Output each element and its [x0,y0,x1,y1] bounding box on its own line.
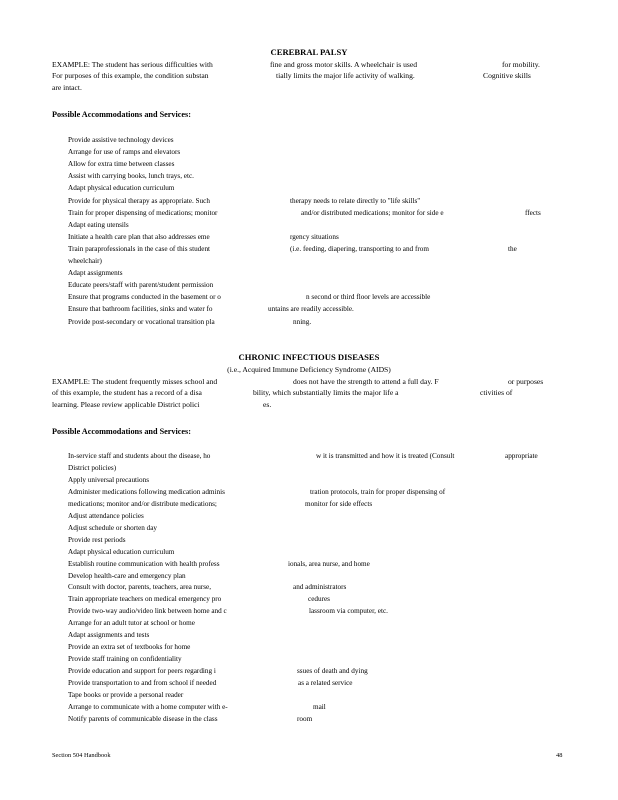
list-item-text: nning. [293,317,312,326]
list-item-text: w it is transmitted and how it is treated (Consult [316,452,455,460]
list-item-text: appropriate [505,452,538,460]
example-line-1-part-3: for mobility. [502,60,540,69]
list-item-text: Apply universal precautions [68,475,150,484]
list-item-text: Provide post-secondary or vocational transition pla [68,317,215,326]
section-title-chronic-infectious-diseases: CHRONIC INFECTIOUS DISEASES [238,352,380,362]
list-item-text: (i.e. feeding, diapering, transporting to and from [290,244,429,253]
list-item-text: tration protocols, train for proper dispensing of [310,487,446,496]
list-item-text: monitor for side effects [305,499,373,508]
list-item-text: Adapt assignments and tests [68,631,150,640]
list-item-text: and/or distributed medications; monitor for side e [301,208,444,217]
list-item-text: Administer medications following medication adminis [68,487,225,496]
list-item-text: wheelchair) [68,257,102,265]
example-line-3-part-2: es. [263,400,272,409]
list-item-text: Train appropriate teachers on medical emergency pro [68,595,222,604]
list-item-text: Adapt physical education curriculum [68,547,175,556]
list-item-text: Arrange to communicate with a home computer with e- [68,702,228,711]
example-line-2-part-2: tially limits the major life activity of walking. [276,71,415,80]
list-item-text: ssues of death and dying [297,667,368,676]
list-item-text: rgency situations [290,232,339,241]
example-line-1-part-1: EXAMPLE: The student has serious difficulties with [52,60,213,69]
example-line-2-part-2: bility, which substantially limits the major life a [253,388,399,397]
list-item-text: Ensure that programs conducted in the basement or o [68,293,221,302]
list-item-text: Arrange for an adult tutor at school or home [68,619,195,628]
list-item-text: Arrange for use of ramps and elevators [68,148,181,157]
accommodations-heading-cp: Possible Accommodations and Services: [52,110,191,119]
list-item-text: Provide rest periods [68,535,126,544]
list-item-text: Adjust schedule or shorten day [68,523,158,532]
list-item-text: Assist with carrying books, lunch trays, etc. [68,172,194,181]
list-item-text: Train paraprofessionals in the case of this student [68,244,211,253]
list-item-text: room [297,714,313,723]
list-item-text: Allow for extra time between classes [68,160,175,169]
list-item-text: Ensure that bathroom facilities, sinks and water fo [68,305,213,314]
list-item-text: ionals, area nurse, and home [288,559,370,568]
list-item-text: Adjust attendance policies [68,511,144,520]
page-number: 48 [556,752,563,759]
list-item-text: Adapt eating utensils [68,220,129,229]
example-line-3: are intact. [52,83,82,92]
example-line-2-part-3: Cognitive skills [483,71,531,80]
list-item-text: District policies) [68,463,117,472]
accommodations-heading-cid: Possible Accommodations and Services: [52,427,191,436]
list-item-text: Train for proper dispensing of medications; monitor [68,208,218,217]
list-item-text: Provide education and support for peers regarding i [68,667,216,676]
list-item-text: Provide for physical therapy as appropriate. Such [68,196,210,205]
list-item-text: Provide two-way audio/video link between home and c [68,607,227,616]
footer-handbook-title: Section 504 Handbook [52,752,111,759]
list-item-text: ffects [525,208,541,217]
list-item-text: Provide transportation to and from school if needed [68,679,217,688]
list-item-text: Establish routine communication with health profess [68,559,220,568]
list-item-text: as a related service [298,679,353,688]
list-item-text: Tape books or provide a personal reader [68,691,184,699]
list-item-text: Develop health-care and emergency plan [68,571,186,580]
list-item-text: Provide an extra set of textbooks for home [68,643,191,652]
list-item-text: and administrators [293,583,347,592]
section-subtitle: (i.e., Acquired Immune Deficiency Syndrome (AIDS) [227,365,391,374]
list-item-text: n second or third floor levels are accessible [306,293,431,302]
list-item-text: mail [313,702,326,711]
list-item-text: lassroom via computer, etc. [309,607,388,616]
list-item-text: Adapt physical education curriculum [68,184,175,193]
example-line-1-part-2: fine and gross motor skills. A wheelchair is used [270,60,418,69]
list-item-text: Initiate a health care plan that also addresses eme [68,232,210,241]
example-line-2-part-1: of this example, the student has a record of a disa [52,388,202,397]
example-line-2-part-1: For purposes of this example, the condition substan [52,71,209,80]
example-line-1-part-2: does not have the strength to attend a full day. F [293,377,439,386]
list-item-text: therapy needs to relate directly to "life skills" [290,196,421,205]
example-line-1-part-1: EXAMPLE: The student frequently misses school and [52,377,218,386]
list-item-text: Consult with doctor, parents, teachers, area nurse, [68,583,212,592]
example-line-2-part-3: ctivities of [480,388,513,397]
section-title-cerebral-palsy: CEREBRAL PALSY [270,47,348,57]
example-line-3-part-1: learning. Please review applicable District polici [52,400,200,409]
list-item-text: Provide assistive technology devices [68,136,174,144]
list-item-text: Provide staff training on confidentiality [68,655,182,664]
list-item-text: medications; monitor and/or distribute medications; [68,499,217,508]
list-item-text: In-service staff and students about the disease, ho [68,452,211,460]
list-item-text: Educate peers/staff with parent/student permission [68,281,214,290]
list-item-text: Adapt assignments [68,269,123,278]
list-item-text: Notify parents of communicable disease in the class [68,714,218,723]
list-item-text: cedures [308,595,330,604]
example-line-1-part-3: or purposes [508,377,544,386]
list-item-text: untains are readily accessible. [268,305,354,314]
list-item-text: the [508,244,517,253]
